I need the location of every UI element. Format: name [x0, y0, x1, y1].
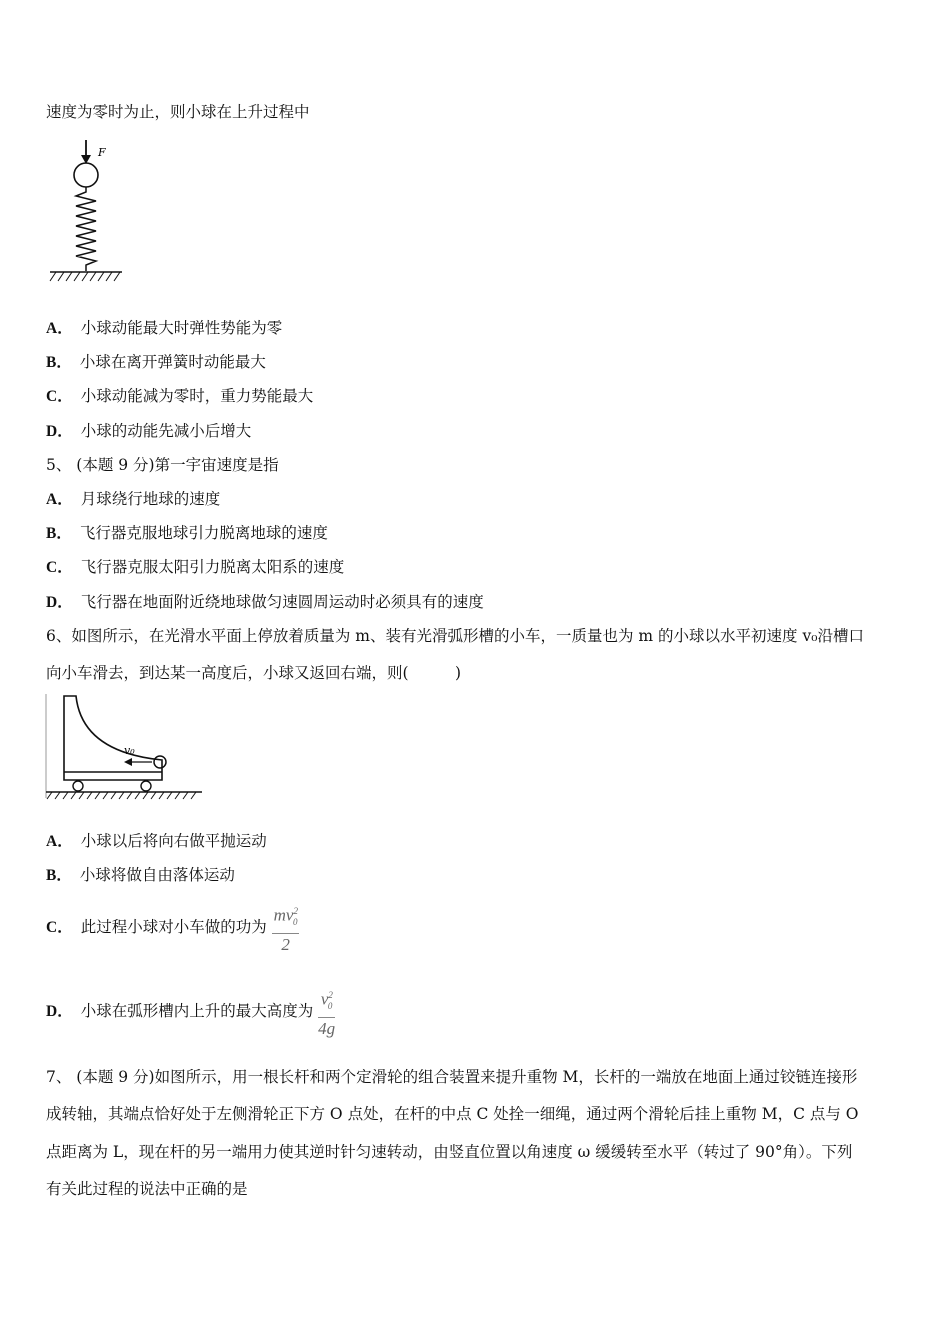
- q4-option-a: A． 小球动能最大时弹性势能为零: [46, 319, 283, 337]
- q4-option-b: B． 小球在离开弹簧时动能最大: [46, 353, 266, 371]
- v0-label: v₀: [124, 744, 135, 757]
- q7-line2: 成转轴，其端点恰好处于左侧滑轮正下方 O 点处，在杆的中点 C 处拴一细绳，通过两个滑轮后挂上重物 M，C 点与 O: [46, 1105, 859, 1123]
- q6-stem-line2: 向小车滑去，到达某一高度后，小球又返回右端，则( ): [46, 664, 462, 682]
- spring: [76, 187, 96, 271]
- intro-line: 速度为零时为止，则小球在上升过程中: [46, 103, 310, 121]
- height-fraction: $\frac{v^2_0}{4g}$: [318, 984, 335, 1040]
- q5-option-d: D． 飞行器在地面附近绕地球做匀速圆周运动时必须具有的速度: [46, 593, 484, 611]
- force-label: F: [98, 146, 106, 159]
- q6-stem-line1: 6、如图所示，在光滑水平面上停放着质量为 m、装有光滑弧形槽的小车，一质量也为 m 的小球以水平初速度 v₀沿槽口: [46, 627, 864, 645]
- q4-option-d: D． 小球的动能先减小后增大: [46, 422, 252, 440]
- wheel-right: [141, 781, 151, 791]
- q7-line1: 7、 (本题 9 分)如图所示，用一根长杆和两个定滑轮的组合装置来提升重物 M，长杆的一端放在地面上通过铰链连接形: [46, 1068, 858, 1086]
- cart-figure: [44, 692, 209, 802]
- spring-figure: [46, 138, 128, 288]
- cart-body: [64, 696, 162, 780]
- q6-option-b: B． 小球将做自由落体运动: [46, 866, 235, 884]
- ball: [74, 163, 98, 187]
- q7-line4: 有关此过程的说法中正确的是: [46, 1180, 248, 1198]
- q5-option-b: B． 飞行器克服地球引力脱离地球的速度: [46, 524, 328, 542]
- q6-option-a: A． 小球以后将向右做平抛运动: [46, 832, 267, 850]
- wheel-left: [73, 781, 83, 791]
- q6-option-d: D． 小球在弧形槽内上升的最大高度为 $\frac{v^2_0}{4g}$: [46, 984, 335, 1040]
- work-fraction: $\frac{mv^2_0}{2}$: [272, 900, 300, 956]
- q5-option-c: C． 飞行器克服太阳引力脱离太阳系的速度: [46, 558, 345, 576]
- cart-ball: [154, 756, 166, 768]
- q5-stem: 5、 (本题 9 分)第一宇宙速度是指: [46, 456, 279, 474]
- q4-option-c: C． 小球动能减为零时，重力势能最大: [46, 387, 314, 405]
- q6-option-c: C． 此过程小球对小车做的功为 $\frac{mv^2_0}{2}$: [46, 900, 299, 956]
- q5-option-a: A． 月球绕行地球的速度: [46, 490, 221, 508]
- q7-line3: 点距离为 L，现在杆的另一端用力使其逆时针匀速转动，由竖直位置以角速度 ω 缓缓转至水平（转过了 90°角）。下列: [46, 1143, 853, 1161]
